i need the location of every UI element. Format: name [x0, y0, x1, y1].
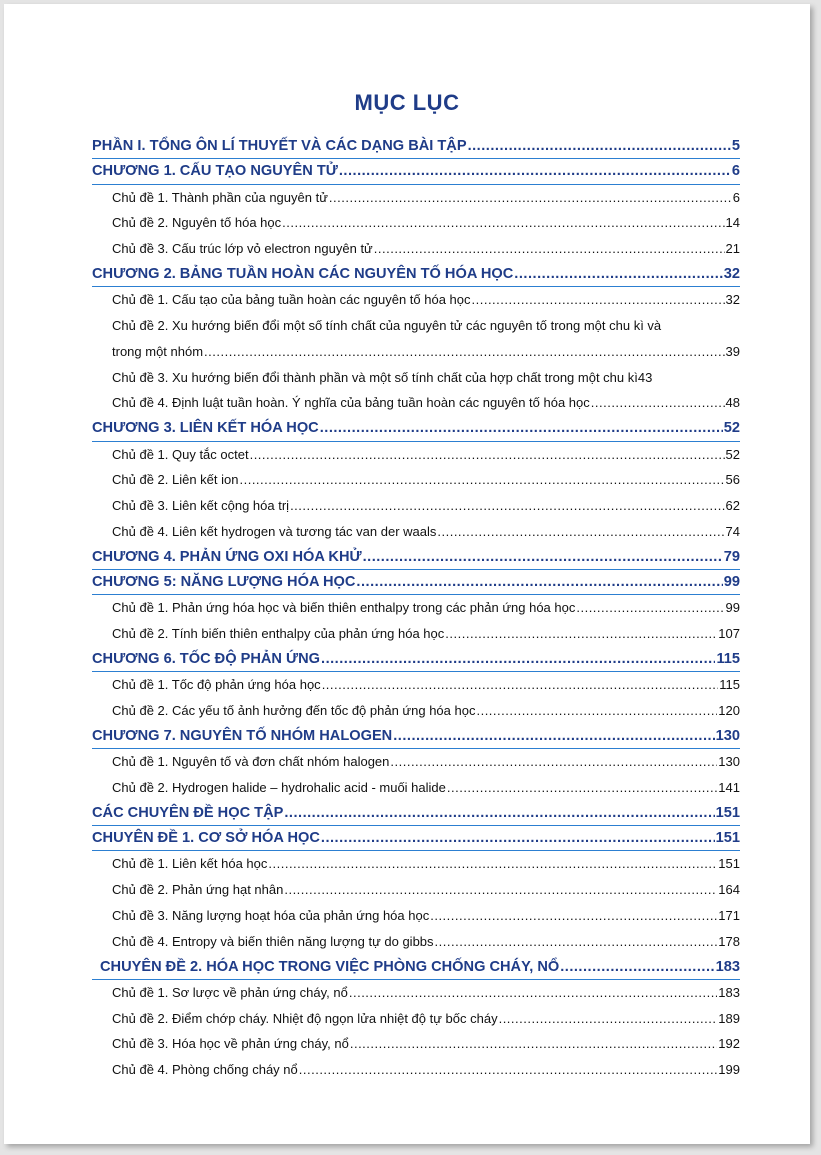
dot-leader [390, 749, 717, 775]
dot-leader [204, 339, 724, 365]
toc-subentry [92, 903, 740, 929]
table-of-contents [92, 134, 740, 1083]
entry-text: Chủ đề 4. Entropy và biến thiên năng lượng tự do gibbs [112, 933, 434, 949]
document-page [4, 4, 810, 1144]
page-number: 151 [718, 856, 740, 872]
entry-text: Chủ đề 4. Liên kết hydrogen và tương tác van der waals [112, 523, 437, 539]
page-number: 32 [725, 292, 740, 308]
page-number: 43 [637, 369, 653, 385]
page-number: 141 [718, 779, 740, 795]
toc-heading [92, 647, 740, 672]
page-number: 56 [725, 472, 740, 488]
entry-text: Chủ đề 4. Định luật tuần hoàn. Ý nghĩa của bảng tuần hoàn các nguyên tố hóa học [112, 395, 590, 411]
toc-heading [92, 801, 740, 826]
entry-text: CHƯƠNG 7. NGUYÊN TỐ NHÓM HALOGEN [92, 727, 393, 744]
dot-leader [514, 262, 722, 287]
dot-leader [321, 647, 715, 672]
toc-subentry [92, 877, 740, 903]
page-number: 151 [715, 830, 740, 847]
toc-heading [92, 570, 740, 595]
dot-leader [499, 1006, 718, 1032]
page-number: 130 [715, 727, 740, 744]
toc-subentry [92, 1031, 740, 1057]
dot-leader [445, 621, 717, 647]
page-number: 48 [725, 395, 740, 411]
page-number: 52 [725, 446, 740, 462]
toc-subentry [92, 313, 740, 339]
page-number: 183 [718, 984, 740, 1000]
entry-text: CHƯƠNG 5: NĂNG LƯỢNG HÓA HỌC [92, 574, 356, 591]
toc-subentry [92, 493, 740, 519]
entry-text: Chủ đề 2. Nguyên tố hóa học [112, 215, 282, 231]
page-number: 21 [725, 241, 740, 257]
toc-subentry [92, 185, 740, 211]
entry-text: Chủ đề 2. Hydrogen halide – hydrohalic acid - muối halide [112, 779, 446, 795]
toc-subentry-continuation [92, 339, 740, 365]
dot-leader [290, 493, 724, 519]
dot-leader [284, 877, 717, 903]
entry-text: Chủ đề 1. Tốc độ phản ứng hóa học [112, 677, 321, 693]
page-number: 171 [718, 907, 740, 923]
page-number: 178 [718, 933, 740, 949]
dot-leader [374, 236, 725, 262]
dot-leader [320, 416, 723, 441]
dot-leader [349, 980, 717, 1006]
dot-leader [363, 545, 723, 570]
entry-text: Chủ đề 3. Hóa học về phản ứng cháy, nổ [112, 1036, 349, 1052]
toc-subentry [92, 775, 740, 801]
entry-text: PHẦN I. TỔNG ÔN LÍ THUYẾT VÀ CÁC DẠNG BÀI TẬP [92, 138, 467, 154]
entry-text: Chủ đề 1. Thành phần của nguyên tử [112, 189, 328, 205]
toc-heading [92, 826, 740, 851]
entry-text: Chủ đề 2. Phản ứng hạt nhân [112, 882, 284, 898]
toc-subentry [92, 621, 740, 647]
entry-text: CHƯƠNG 4. PHẢN ỨNG OXI HÓA KHỬ [92, 548, 362, 565]
entry-text: Chủ đề 1. Sơ lược về phản ứng cháy, nổ [112, 984, 348, 1000]
toc-heading [92, 416, 740, 441]
entry-text: CHUYÊN ĐỀ 2. HÓA HỌC TRONG VIỆC PHÒNG CHỐNG CHÁY, NỔ [100, 958, 560, 975]
page-number: 79 [723, 548, 740, 565]
page-number: 39 [725, 343, 740, 359]
entry-text: Chủ đề 3. Liên kết cộng hóa trị [112, 498, 290, 514]
dot-leader [468, 134, 731, 159]
dot-leader [576, 595, 724, 621]
page-number: 115 [716, 650, 740, 667]
dot-leader [393, 724, 714, 749]
toc-subentry [92, 749, 740, 775]
toc-subentry [92, 1057, 740, 1083]
toc-subentry [92, 929, 740, 955]
dot-leader [437, 519, 724, 545]
dot-leader [322, 672, 719, 698]
toc-subentry [92, 236, 740, 262]
page-number: 99 [723, 574, 740, 591]
dot-leader [282, 210, 724, 236]
dot-leader [329, 185, 732, 211]
toc-title: MỤC LỤC [354, 90, 460, 115]
entry-text: CHƯƠNG 6. TỐC ĐỘ PHẢN ỨNG [92, 650, 321, 667]
toc-heading [92, 262, 740, 287]
entry-text: CÁC CHUYÊN ĐỀ HỌC TẬP [92, 804, 284, 821]
page-number: 107 [718, 626, 740, 642]
toc-subentry [92, 442, 740, 468]
page-number: 199 [718, 1062, 740, 1078]
dot-leader [321, 826, 715, 851]
toc-subentry [92, 851, 740, 877]
toc-subentry [92, 980, 740, 1006]
page-number: 189 [718, 1010, 740, 1026]
entry-text: Chủ đề 1. Cấu tạo của bảng tuần hoàn các nguyên tố hóa học [112, 292, 471, 308]
toc-subentry [92, 365, 740, 391]
page-number: 52 [723, 420, 740, 437]
entry-text: CHƯƠNG 3. LIÊN KẾT HÓA HỌC [92, 420, 319, 437]
page-number: 151 [715, 804, 740, 821]
page-number: 130 [718, 754, 740, 770]
toc-subentry [92, 210, 740, 236]
page-number: 183 [715, 958, 740, 975]
page-number: 164 [718, 882, 740, 898]
toc-heading [92, 159, 740, 184]
entry-text: Chủ đề 2. Tính biến thiên enthalpy của phản ứng hóa học [112, 626, 445, 642]
page-number: 99 [725, 600, 740, 616]
dot-leader [356, 570, 722, 595]
dot-leader [472, 287, 725, 313]
toc-heading [92, 955, 740, 980]
toc-subentry [92, 287, 740, 313]
toc-heading [92, 724, 740, 749]
entry-text: Chủ đề 4. Phòng chống cháy nổ [112, 1062, 298, 1078]
page-number: 115 [719, 677, 740, 693]
page-number: 32 [723, 265, 740, 282]
page-number: 120 [718, 703, 740, 719]
toc-subentry [92, 698, 740, 724]
page-number: 14 [725, 215, 740, 231]
dot-leader [339, 159, 731, 184]
entry-text: Chủ đề 2. Xu hướng biến đổi một số tính chất của nguyên tử các nguyên tố trong một chu kì và [112, 318, 662, 334]
dot-leader [447, 775, 717, 801]
entry-text: Chủ đề 3. Năng lượng hoạt hóa của phản ứng hóa học [112, 907, 430, 923]
dot-leader [299, 1057, 718, 1083]
dot-leader [268, 851, 717, 877]
page-number: 74 [725, 523, 740, 539]
dot-leader [250, 442, 725, 468]
dot-leader [239, 467, 724, 493]
entry-text: Chủ đề 2. Điểm chớp cháy. Nhiệt độ ngọn lửa nhiệt độ tự bốc cháy [112, 1010, 498, 1026]
toc-subentry [92, 467, 740, 493]
entry-text: Chủ đề 3. Xu hướng biến đổi thành phần và một số tính chất của hợp chất trong một chu kì [112, 369, 638, 385]
entry-text: Chủ đề 2. Các yếu tố ảnh hưởng đến tốc độ phản ứng hóa học [112, 703, 476, 719]
toc-subentry [92, 672, 740, 698]
toc-subentry [92, 519, 740, 545]
entry-text: trong một nhóm [112, 343, 204, 359]
entry-text: Chủ đề 1. Liên kết hóa học [112, 856, 268, 872]
page-number: 5 [731, 138, 740, 154]
page-number: 6 [731, 163, 740, 180]
dot-leader [350, 1031, 717, 1057]
entry-text: CHƯƠNG 2. BẢNG TUẦN HOÀN CÁC NGUYÊN TỐ HÓA HỌC [92, 265, 514, 282]
dot-leader [476, 698, 717, 724]
toc-heading [92, 134, 740, 159]
page-number: 6 [732, 189, 740, 205]
entry-text: Chủ đề 1. Quy tắc octet [112, 446, 249, 462]
entry-text: Chủ đề 3. Cấu trúc lớp vỏ electron nguyên tử [112, 241, 373, 257]
entry-text: Chủ đề 2. Liên kết ion [112, 472, 239, 488]
toc-heading [92, 545, 740, 570]
dot-leader [430, 903, 717, 929]
toc-subentry [92, 390, 740, 416]
dot-leader [560, 955, 714, 980]
page-number: 192 [718, 1036, 740, 1052]
dot-leader [284, 801, 714, 826]
dot-leader [591, 390, 725, 416]
entry-text: CHƯƠNG 1. CẤU TẠO NGUYÊN TỬ [92, 163, 338, 180]
entry-text: Chủ đề 1. Phản ứng hóa học và biến thiên enthalpy trong các phản ứng hóa học [112, 600, 576, 616]
dot-leader [435, 929, 718, 955]
entry-text: CHUYÊN ĐỀ 1. CƠ SỞ HÓA HỌC [92, 830, 320, 847]
entry-text: Chủ đề 1. Nguyên tố và đơn chất nhóm halogen [112, 754, 390, 770]
toc-subentry [92, 595, 740, 621]
toc-subentry [92, 1006, 740, 1032]
page-number: 62 [725, 498, 740, 514]
